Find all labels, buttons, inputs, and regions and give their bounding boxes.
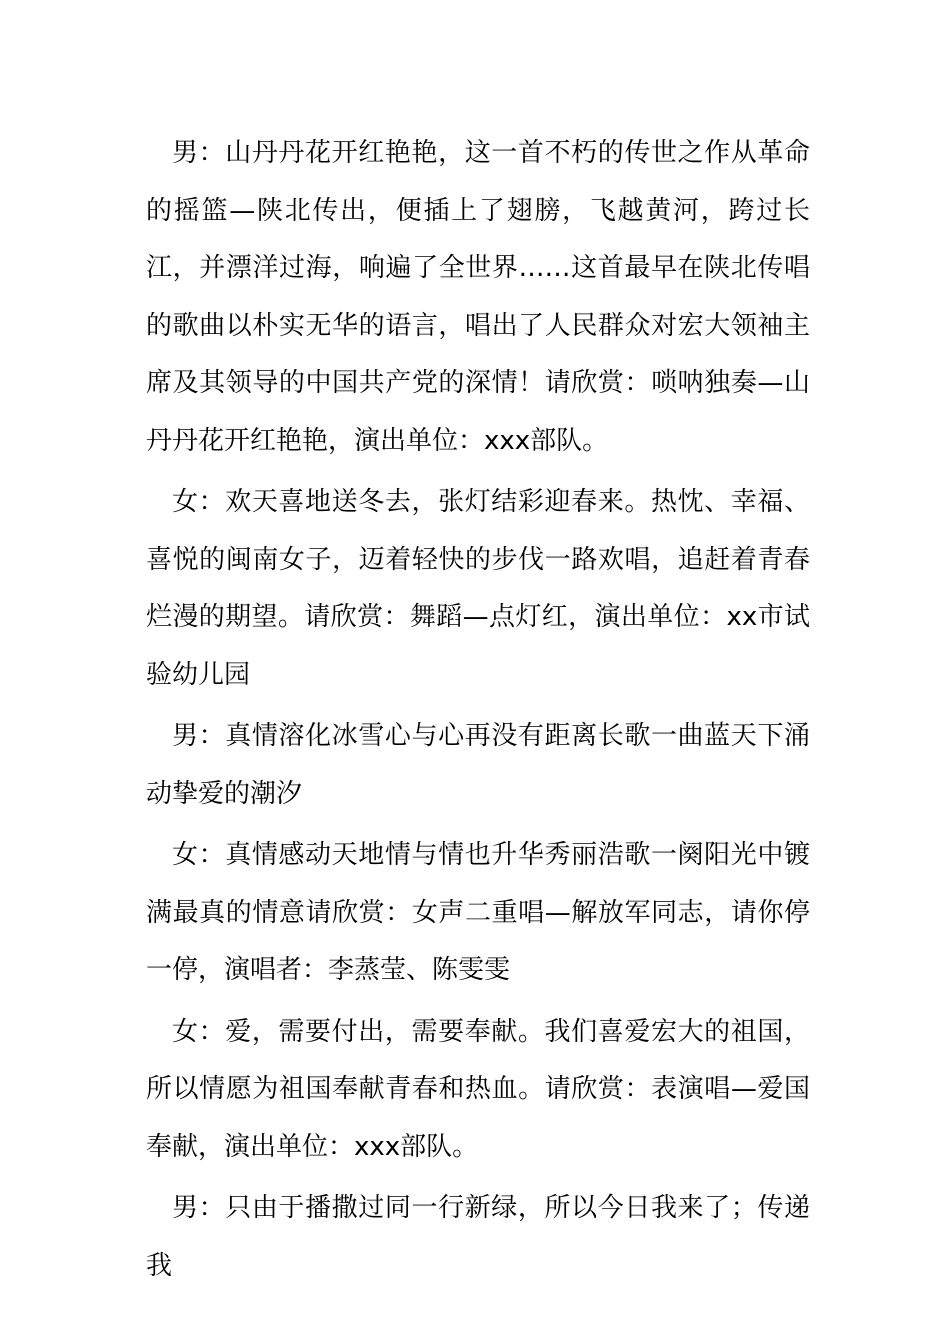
paragraph-patriotic-song: 女：爱，需要付出，需要奉献。我们喜爱宏大的祖国，所以情愿为祖国奉献青春和热血。请欣赏：表演唱—爱国奉献，演出单位：xxx部队。 [146, 1016, 810, 1162]
paragraph-intro-shandandan: 男：山丹丹花开红艳艳，这一首不朽的传世之作从革命的摇篮—陕北传出，便插上了翅膀，飞越黄河，跨过长江，并漂洋过海，响遍了全世界……这首最早在陕北传唱的歌曲以朴实无华的语言，唱出了人民群众对宏大领袖主席及其领导的中国共产党的深情！请欣赏：唢呐独奏—山丹丹花开红艳艳，演出单位：xxx部队。 [146, 138, 810, 456]
paragraph-true-love: 男：真情溶化冰雪心与心再没有距离长歌一曲蓝天下涌动挚爱的潮汐 [146, 721, 810, 809]
paragraph-duet: 女：真情感动天地情与情也升华秀丽浩歌一阕阳光中镀满最真的情意请欣赏：女声二重唱—解放军同志，请你停一停，演唱者：李蒸莹、陈雯雯 [146, 840, 810, 985]
document-body [146, 125, 810, 1299]
paragraph-new-green: 男：只由于播撒过同一行新绿，所以今日我来了；传递我 [146, 1193, 810, 1281]
paragraph-dance-dianhong: 女：欢天喜地送冬去，张灯结彩迎春来。热忱、幸福、喜悦的闽南女子，迈着轻快的步伐一路欢唱，追赶着青春烂漫的期望。请欣赏：舞蹈—点灯红，演出单位：xx市试验幼儿园 [146, 487, 810, 690]
